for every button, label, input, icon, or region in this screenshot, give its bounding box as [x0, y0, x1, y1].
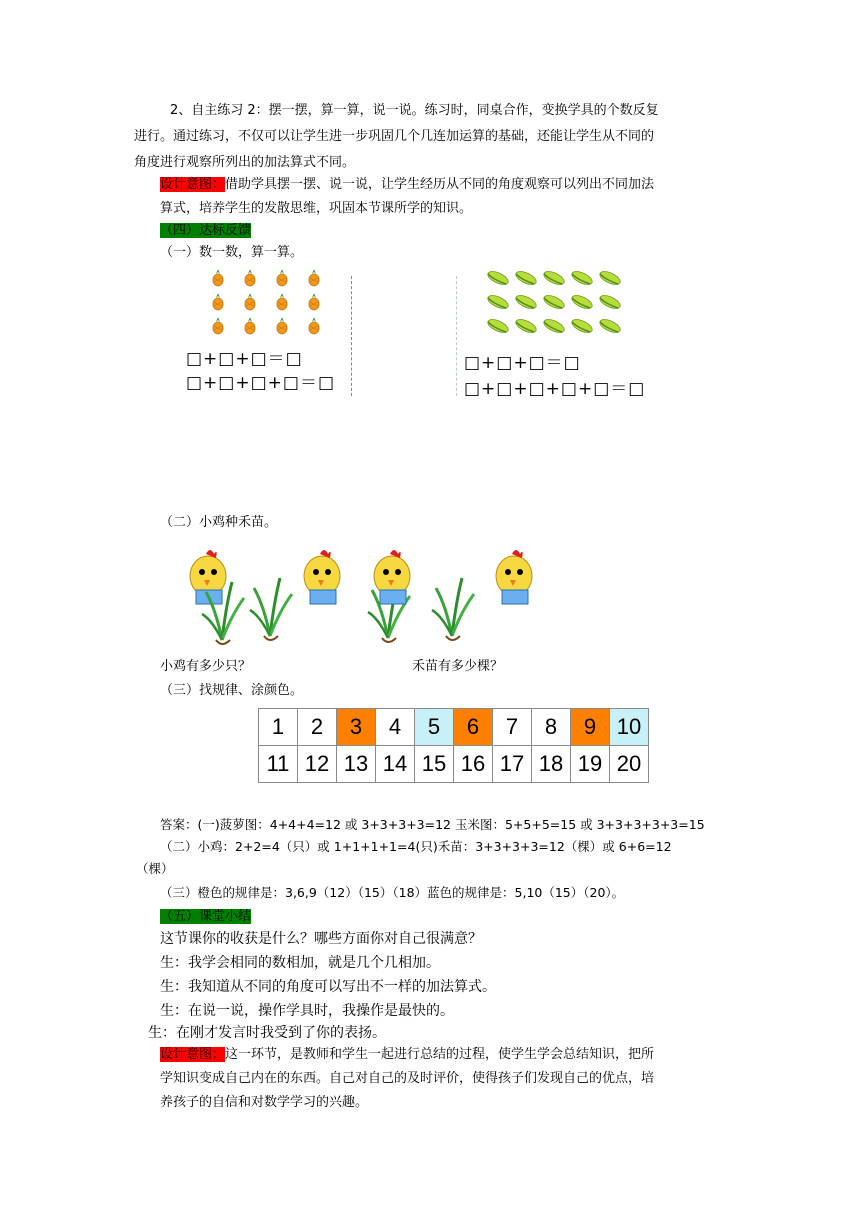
paragraph-line: 角度进行观察所列出的加法算式不同。	[134, 155, 356, 170]
grid-cell: 17	[493, 746, 532, 783]
pineapple-equation: □+□+□+□＝□	[186, 373, 336, 393]
grid-cell: 7	[493, 709, 532, 746]
answer-line: （二）小鸡：2+2=4（只）或 1+1+1+1=4(只)禾苗：3+3+3+3=12（棵）或 6+6=12	[160, 839, 672, 854]
paragraph-line: 进行。通过练习，不仅可以让学生进一步巩固几个几连加运算的基础，还能让学生从不同的	[134, 129, 655, 144]
question-title: （二）小鸡种禾苗。	[160, 515, 278, 530]
chicks-seedlings-picture	[164, 540, 554, 650]
design-intent-line: 养孩子的自信和对数学学习的兴趣。	[160, 1095, 369, 1110]
grid-cell-orange: 3	[337, 709, 376, 746]
question-title: （三）找规律、涂颜色。	[160, 683, 304, 698]
divider-dashed	[351, 276, 352, 396]
answer-line: （棵）	[136, 861, 174, 876]
design-intent-tag: 设计意图：	[160, 177, 226, 192]
grid-cell-blue: 5	[415, 709, 454, 746]
chick-question: 小鸡有多少只？	[160, 659, 252, 674]
grid-cell-orange: 6	[454, 709, 493, 746]
grid-cell: 1	[259, 709, 298, 746]
grid-cell-orange: 9	[571, 709, 610, 746]
seedling-question: 禾苗有多少棵？	[412, 659, 504, 674]
answer-line: （三）橙色的规律是：3,6,9（12）（15）（18）蓝色的规律是：5,10（15）（20）。	[160, 885, 625, 900]
design-intent-text: 借助学具摆一摆、说一说，让学生经历从不同的角度观察可以列出不同加法	[225, 177, 655, 192]
grid-cell-blue: 10	[610, 709, 649, 746]
paragraph-line: 2、自主练习 2：摆一摆，算一算，说一说。练习时，同桌合作，变换学具的个数反复	[170, 103, 659, 118]
grid-cell: 20	[610, 746, 649, 783]
section-header	[160, 906, 760, 928]
grid-row	[259, 746, 649, 783]
grid-cell: 2	[298, 709, 337, 746]
grid-cell: 18	[532, 746, 571, 783]
grid-cell: 14	[376, 746, 415, 783]
grid-cell: 12	[298, 746, 337, 783]
grid-cell: 8	[532, 709, 571, 746]
student-answer: 生：我学会相同的数相加，就是几个几相加。	[160, 955, 440, 971]
grid-row	[259, 709, 649, 746]
design-intent-tag: 设计意图：	[160, 1047, 226, 1062]
grid-cell: 15	[415, 746, 454, 783]
pineapple-equation: □+□+□＝□	[186, 349, 303, 369]
corn-equation: □+□+□＝□	[464, 353, 581, 373]
design-intent-line: 算式，培养学生的发散思维，巩固本节课所学的知识。	[160, 201, 473, 216]
answer-line: 答案：(一)菠萝图：4+4+4=12 或 3+3+3+3=12 玉米图：5+5+5=15 或 3+3+3+3+3=15	[160, 817, 705, 832]
student-answer: 生：在说一说，操作学具时，我操作是最快的。	[160, 1003, 454, 1019]
student-answer: 生：我知道从不同的角度可以写出不一样的加法算式。	[160, 979, 496, 995]
grid-cell: 13	[337, 746, 376, 783]
pineapple-grid	[208, 268, 330, 342]
number-grid	[258, 708, 649, 783]
design-intent-line: 学知识变成自己内在的东西。自己对自己的及时评价，使得孩子们发现自己的优点，培	[160, 1071, 655, 1086]
corn-grid	[482, 270, 630, 342]
corn-equation: □+□+□+□+□＝□	[464, 379, 646, 399]
grid-cell: 4	[376, 709, 415, 746]
divider-dashed	[456, 276, 457, 396]
student-answer: 生：在刚才发言时我受到了你的表扬。	[148, 1025, 386, 1041]
design-intent-text: 这一环节，是教师和学生一起进行总结的过程，使学生学会总结知识，把所	[225, 1047, 655, 1062]
summary-question: 这节课你的收获是什么？哪些方面你对自己很满意？	[160, 931, 482, 947]
design-intent-line	[160, 174, 760, 196]
grid-cell: 11	[259, 746, 298, 783]
grid-cell: 19	[571, 746, 610, 783]
grid-cell: 16	[454, 746, 493, 783]
design-intent-line	[160, 1044, 760, 1066]
section-header	[160, 220, 760, 242]
question-title: （一）数一数，算一算。	[160, 245, 304, 260]
section-4-label: （四）达标反馈	[160, 223, 252, 238]
section-5-label: （五）课堂小结	[160, 909, 252, 924]
